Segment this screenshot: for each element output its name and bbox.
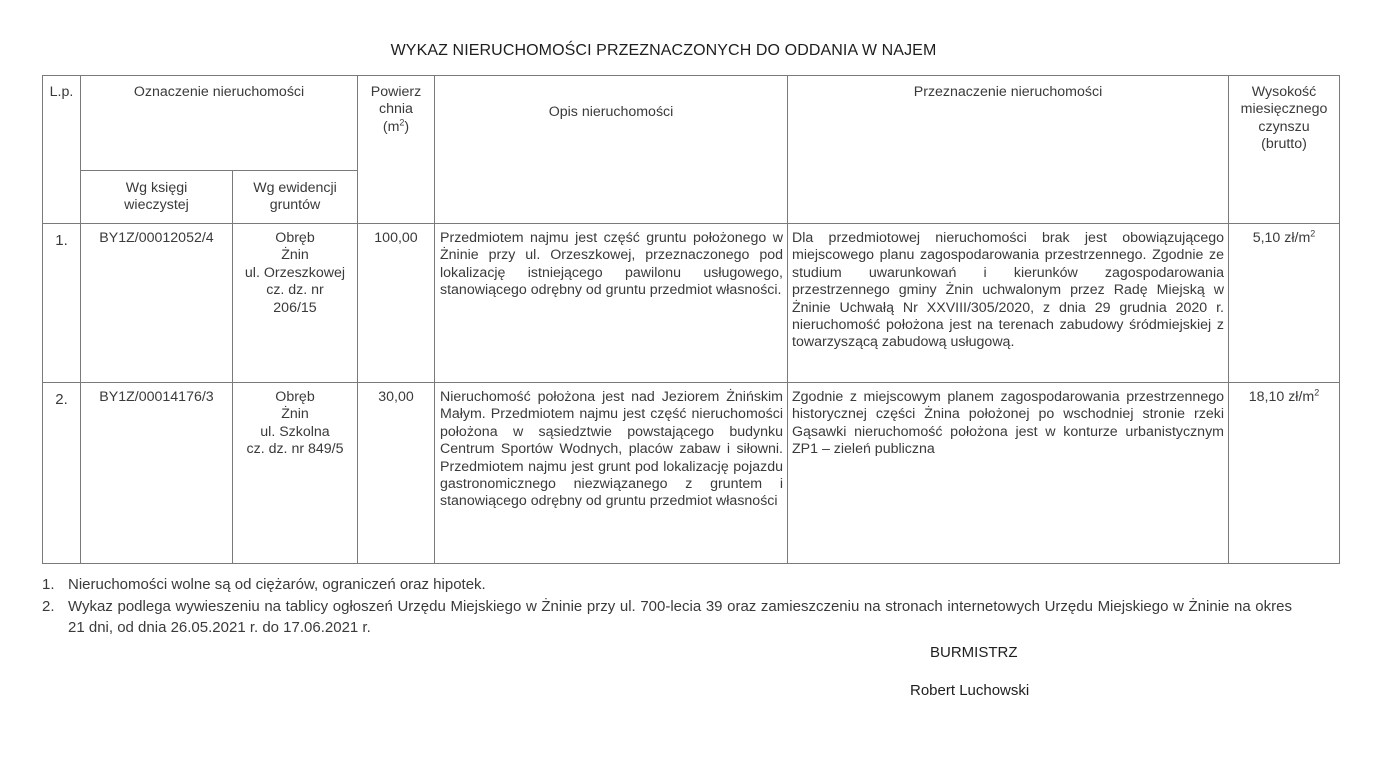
row-ewidencja: Obręb Żnin ul. Orzeszkowej cz. dz. nr 206/15 xyxy=(233,224,358,383)
header-powierzchnia-l2: chnia xyxy=(379,101,413,118)
signature-title: BURMISTRZ xyxy=(930,644,1018,661)
header-czynsz-l4: (brutto) xyxy=(1261,136,1307,153)
row-lp: 2. xyxy=(43,383,81,564)
header-powierzchnia-l1: Powierz xyxy=(370,84,422,100)
note-text: Wykaz podlega wywieszeniu na tablicy ogłoszeń Urzędu Miejskiego w Żninie przy ul. 700-lecia 39 oraz zamieszczeniu na stronach internetowych Urzędu Miejskiego w Żninie na okres 21 dni, od dnia 26.05.2021 r. do 17.06.2021 r. xyxy=(68,597,1292,636)
row-przeznaczenie: Dla przedmiotowej nieruchomości brak jest obowiązującego miejscowego planu zagospodarowania przestrzennego. Zgodnie ze studium uwarunkowań i kierunków zagospodarowania przestrzennego gminy Żnin uchwalonym przez Radę Miejską w Żninie Uchwałą Nr XXVIII/305/2020, z dnia 29 grudnia 2020 r. nieruchomość położona jest na terenach zabudowy śródmiejskiej z towarzyszącą zabudową usługową. xyxy=(788,224,1229,383)
header-powierzchnia-unit: $(m^2)$ xyxy=(382,117,410,135)
header-przeznaczenie: Przeznaczenie nieruchomości xyxy=(788,76,1229,224)
header-oznaczenie: Oznaczenie nieruchomości xyxy=(81,76,358,171)
notes-list xyxy=(42,574,1292,639)
row-czynsz: 5,10 $zł/m^2$ xyxy=(1229,224,1340,383)
table-row xyxy=(43,224,1340,383)
header-ewidencja: Wg ewidencji gruntów xyxy=(233,171,358,224)
note-text: Nieruchomości wolne są od ciężarów, ograniczeń oraz hipotek. xyxy=(68,576,486,593)
header-czynsz-l3: czynszu xyxy=(1258,118,1310,135)
property-table xyxy=(42,75,1340,564)
header-czynsz-l2: miesięcznego xyxy=(1240,101,1328,118)
row-powierzchnia: 100,00 xyxy=(358,224,435,383)
header-opis: Opis nieruchomości xyxy=(435,76,788,224)
header-row xyxy=(43,76,1340,171)
row-ewidencja: Obręb Żnin ul. Szkolna cz. dz. nr 849/5 xyxy=(233,383,358,564)
document-title: WYKAZ NIERUCHOMOŚCI PRZEZNACZONYCH DO ODDANIA W NAJEM xyxy=(390,42,937,59)
note-item xyxy=(42,596,1292,639)
header-czynsz xyxy=(1229,76,1340,224)
header-lp: L.p. xyxy=(43,76,81,224)
row-opis: Przedmiotem najmu jest część gruntu położonego w Żninie przy ul. Orzeszkowej, przeznaczonego pod lokalizację istniejącego pawilonu usługowego, stanowiącego odrębny od gruntu przedmiot własności. xyxy=(435,224,788,383)
row-lp: 1. xyxy=(43,224,81,383)
signature-name: Robert Luchowski xyxy=(910,682,1030,699)
row-ksiega: BY1Z/00014176/3 xyxy=(81,383,233,564)
table-row xyxy=(43,383,1340,564)
header-czynsz-l1: Wysokość xyxy=(1251,84,1317,100)
note-number: 2. xyxy=(42,597,55,615)
row-opis: Nieruchomość położona jest nad Jeziorem Żnińskim Małym. Przedmiotem najmu jest część nieruchomości położona w sąsiedztwie powstającego budynku Centrum Sportów Wodnych, placów zabaw i siłowni. Przedmiotem najmu jest grunt pod lokalizację pojazdu gastronomicznego niezwiązanego z gruntem i stanowiącego odrębny od gruntu przedmiot własności xyxy=(435,383,788,564)
header-powierzchnia xyxy=(358,76,435,224)
note-number: 1. xyxy=(42,576,55,593)
row-ksiega: BY1Z/00012052/4 xyxy=(81,224,233,383)
row-przeznaczenie: Zgodnie z miejscowym planem zagospodarowania przestrzennego historycznej części Żnina położonej po wschodniej stronie rzeki Gąsawki nieruchomość położona jest w konturze urbanistycznym ZP1 – zieleń publiczna xyxy=(788,383,1229,564)
row-czynsz: 18,10 $zł/m^2$ xyxy=(1229,383,1340,564)
note-item xyxy=(42,574,1292,596)
header-ksiega: Wg księgi wieczystej xyxy=(81,171,233,224)
row-powierzchnia: 30,00 xyxy=(358,383,435,564)
